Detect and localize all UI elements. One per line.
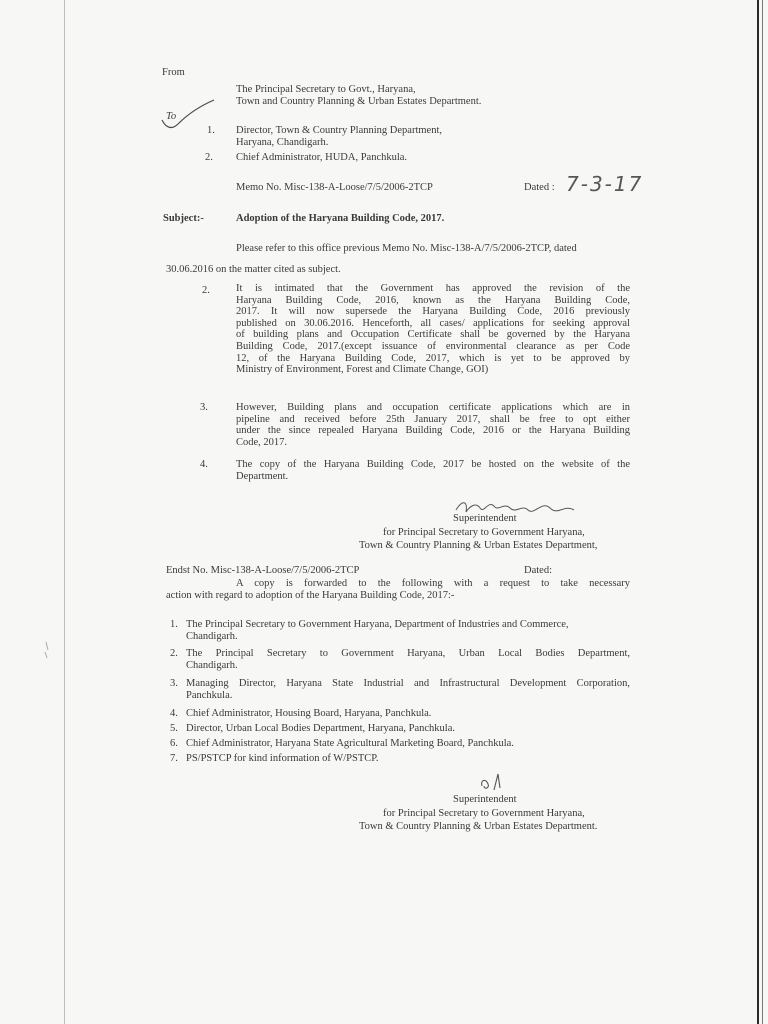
subject-text: Adoption of the Haryana Building Code, 2017. — [236, 213, 445, 224]
signature-2 — [476, 770, 516, 794]
recipient-2-line-1: Chief Administrator, HUDA, Panchkula. — [236, 152, 408, 163]
item-3-line-1: Managing Director, Haryana State Industrial and Infrastructural Development Corporation, — [186, 678, 630, 689]
endst-intro-line-2: action with regard to adoption of the Haryana Building Code, 2017:- — [166, 590, 455, 601]
item-7-num: 7. — [170, 753, 178, 764]
para1-line-2: 30.06.2016 on the matter cited as subject. — [166, 264, 341, 275]
para2-line: 2017. It will now supersede the Haryana Building Code, 2016 previously — [236, 306, 630, 318]
para3-num: 3. — [200, 402, 208, 413]
handwritten-date: 7-3-17 — [566, 172, 644, 196]
from-line-1: The Principal Secretary to Govt., Haryana, — [236, 84, 416, 95]
recipient-1-num: 1. — [207, 125, 215, 136]
item-1-line-2: Chandigarh. — [186, 631, 238, 642]
para4-line: The copy of the Haryana Building Code, 2017 be hosted on the website of the — [236, 459, 630, 470]
para3-line: pipeline and received before 25th January 2017, shall be free to opt either — [236, 413, 630, 425]
para2-line: Haryana Building Code, 2016, known as the Haryana Building Code, — [236, 294, 630, 306]
to-label: To — [166, 111, 177, 122]
page-edge-right-shadow — [762, 0, 763, 1024]
para2-line: Building Code, 2017.(except issuance of environmental clearance as per Code — [236, 340, 630, 352]
para4-num: 4. — [200, 459, 208, 470]
para2-line: 12, of the Haryana Building Code, 2017, which is yet to be approved by — [236, 352, 630, 364]
dated-label: Dated : — [524, 182, 555, 193]
para2-body — [236, 283, 630, 376]
para3-line: under the since repealed Haryana Building Code, 2016 or the Haryana Building — [236, 425, 630, 437]
recipient-1-line-2: Haryana, Chandigarh. — [236, 137, 329, 148]
item-2-line-1: The Principal Secretary to Government Haryana, Urban Local Bodies Department, — [186, 648, 630, 659]
item-3-num: 3. — [170, 678, 178, 689]
para4-line: Department. — [236, 470, 289, 482]
item-7-line-1: PS/PSTCP for kind information of W/PSTCP. — [186, 753, 379, 764]
from-line-2: Town and Country Planning & Urban Estates Department. — [236, 96, 482, 107]
item-1-num: 1. — [170, 619, 178, 630]
from-label: From — [162, 67, 185, 78]
endst-intro-line-1: A copy is forwarded to the following with a request to take necessary — [236, 578, 630, 589]
sig1-title: Superintendent — [453, 513, 517, 524]
sig1-line-1: for Principal Secretary to Government Haryana, — [383, 527, 585, 538]
item-1-line-1: The Principal Secretary to Government Haryana, Department of Industries and Commerce, — [186, 619, 569, 630]
scan-mark — [42, 640, 52, 660]
item-4-num: 4. — [170, 708, 178, 719]
para1-line-1: Please refer to this office previous Memo No. Misc-138-A/7/5/2006-2TCP, dated — [236, 243, 577, 254]
item-2-num: 2. — [170, 648, 178, 659]
item-6-line-1: Chief Administrator, Haryana State Agricultural Marketing Board, Panchkula. — [186, 738, 514, 749]
para2-line: of building plans and Occupation Certificate shall be governed by the Haryana — [236, 329, 630, 341]
item-3-line-2: Panchkula. — [186, 690, 233, 701]
item-6-num: 6. — [170, 738, 178, 749]
item-5-line-1: Director, Urban Local Bodies Department, Haryana, Panchkula. — [186, 723, 455, 734]
para2-line: Ministry of Environment, Forest and Climate Change, GOI) — [236, 364, 489, 376]
item-2-line-2: Chandigarh. — [186, 660, 238, 671]
item-4-line-1: Chief Administrator, Housing Board, Haryana, Panchkula. — [186, 708, 432, 719]
recipient-1-line-1: Director, Town & Country Planning Department, — [236, 125, 442, 136]
sig1-line-2: Town & Country Planning & Urban Estates Department, — [359, 540, 598, 551]
sig2-line-1: for Principal Secretary to Government Haryana, — [383, 808, 585, 819]
para2-line: It is intimated that the Government has approved the revision of the — [236, 283, 630, 294]
para3-line: Code, 2017. — [236, 436, 288, 448]
memo-number: Memo No. Misc-138-A-Loose/7/5/2006-2TCP — [236, 182, 433, 193]
para3-line: However, Building plans and occupation certificate applications which are in — [236, 402, 630, 413]
para4-body — [236, 459, 630, 482]
para2-line: published on 30.06.2016. Henceforth, all cases/ applications for seeking approval — [236, 317, 630, 329]
sig2-line-2: Town & Country Planning & Urban Estates Department. — [359, 821, 598, 832]
recipient-2-num: 2. — [205, 152, 213, 163]
subject-label: Subject:- — [163, 213, 204, 224]
item-5-num: 5. — [170, 723, 178, 734]
endst-number: Endst No. Misc-138-A-Loose/7/5/2006-2TCP — [166, 565, 360, 576]
sig2-title: Superintendent — [453, 794, 517, 805]
page-edge-left — [64, 0, 65, 1024]
para3-body — [236, 402, 630, 448]
page-edge-right — [757, 0, 759, 1024]
para2-num: 2. — [202, 285, 210, 296]
endst-dated-label: Dated: — [524, 565, 552, 576]
